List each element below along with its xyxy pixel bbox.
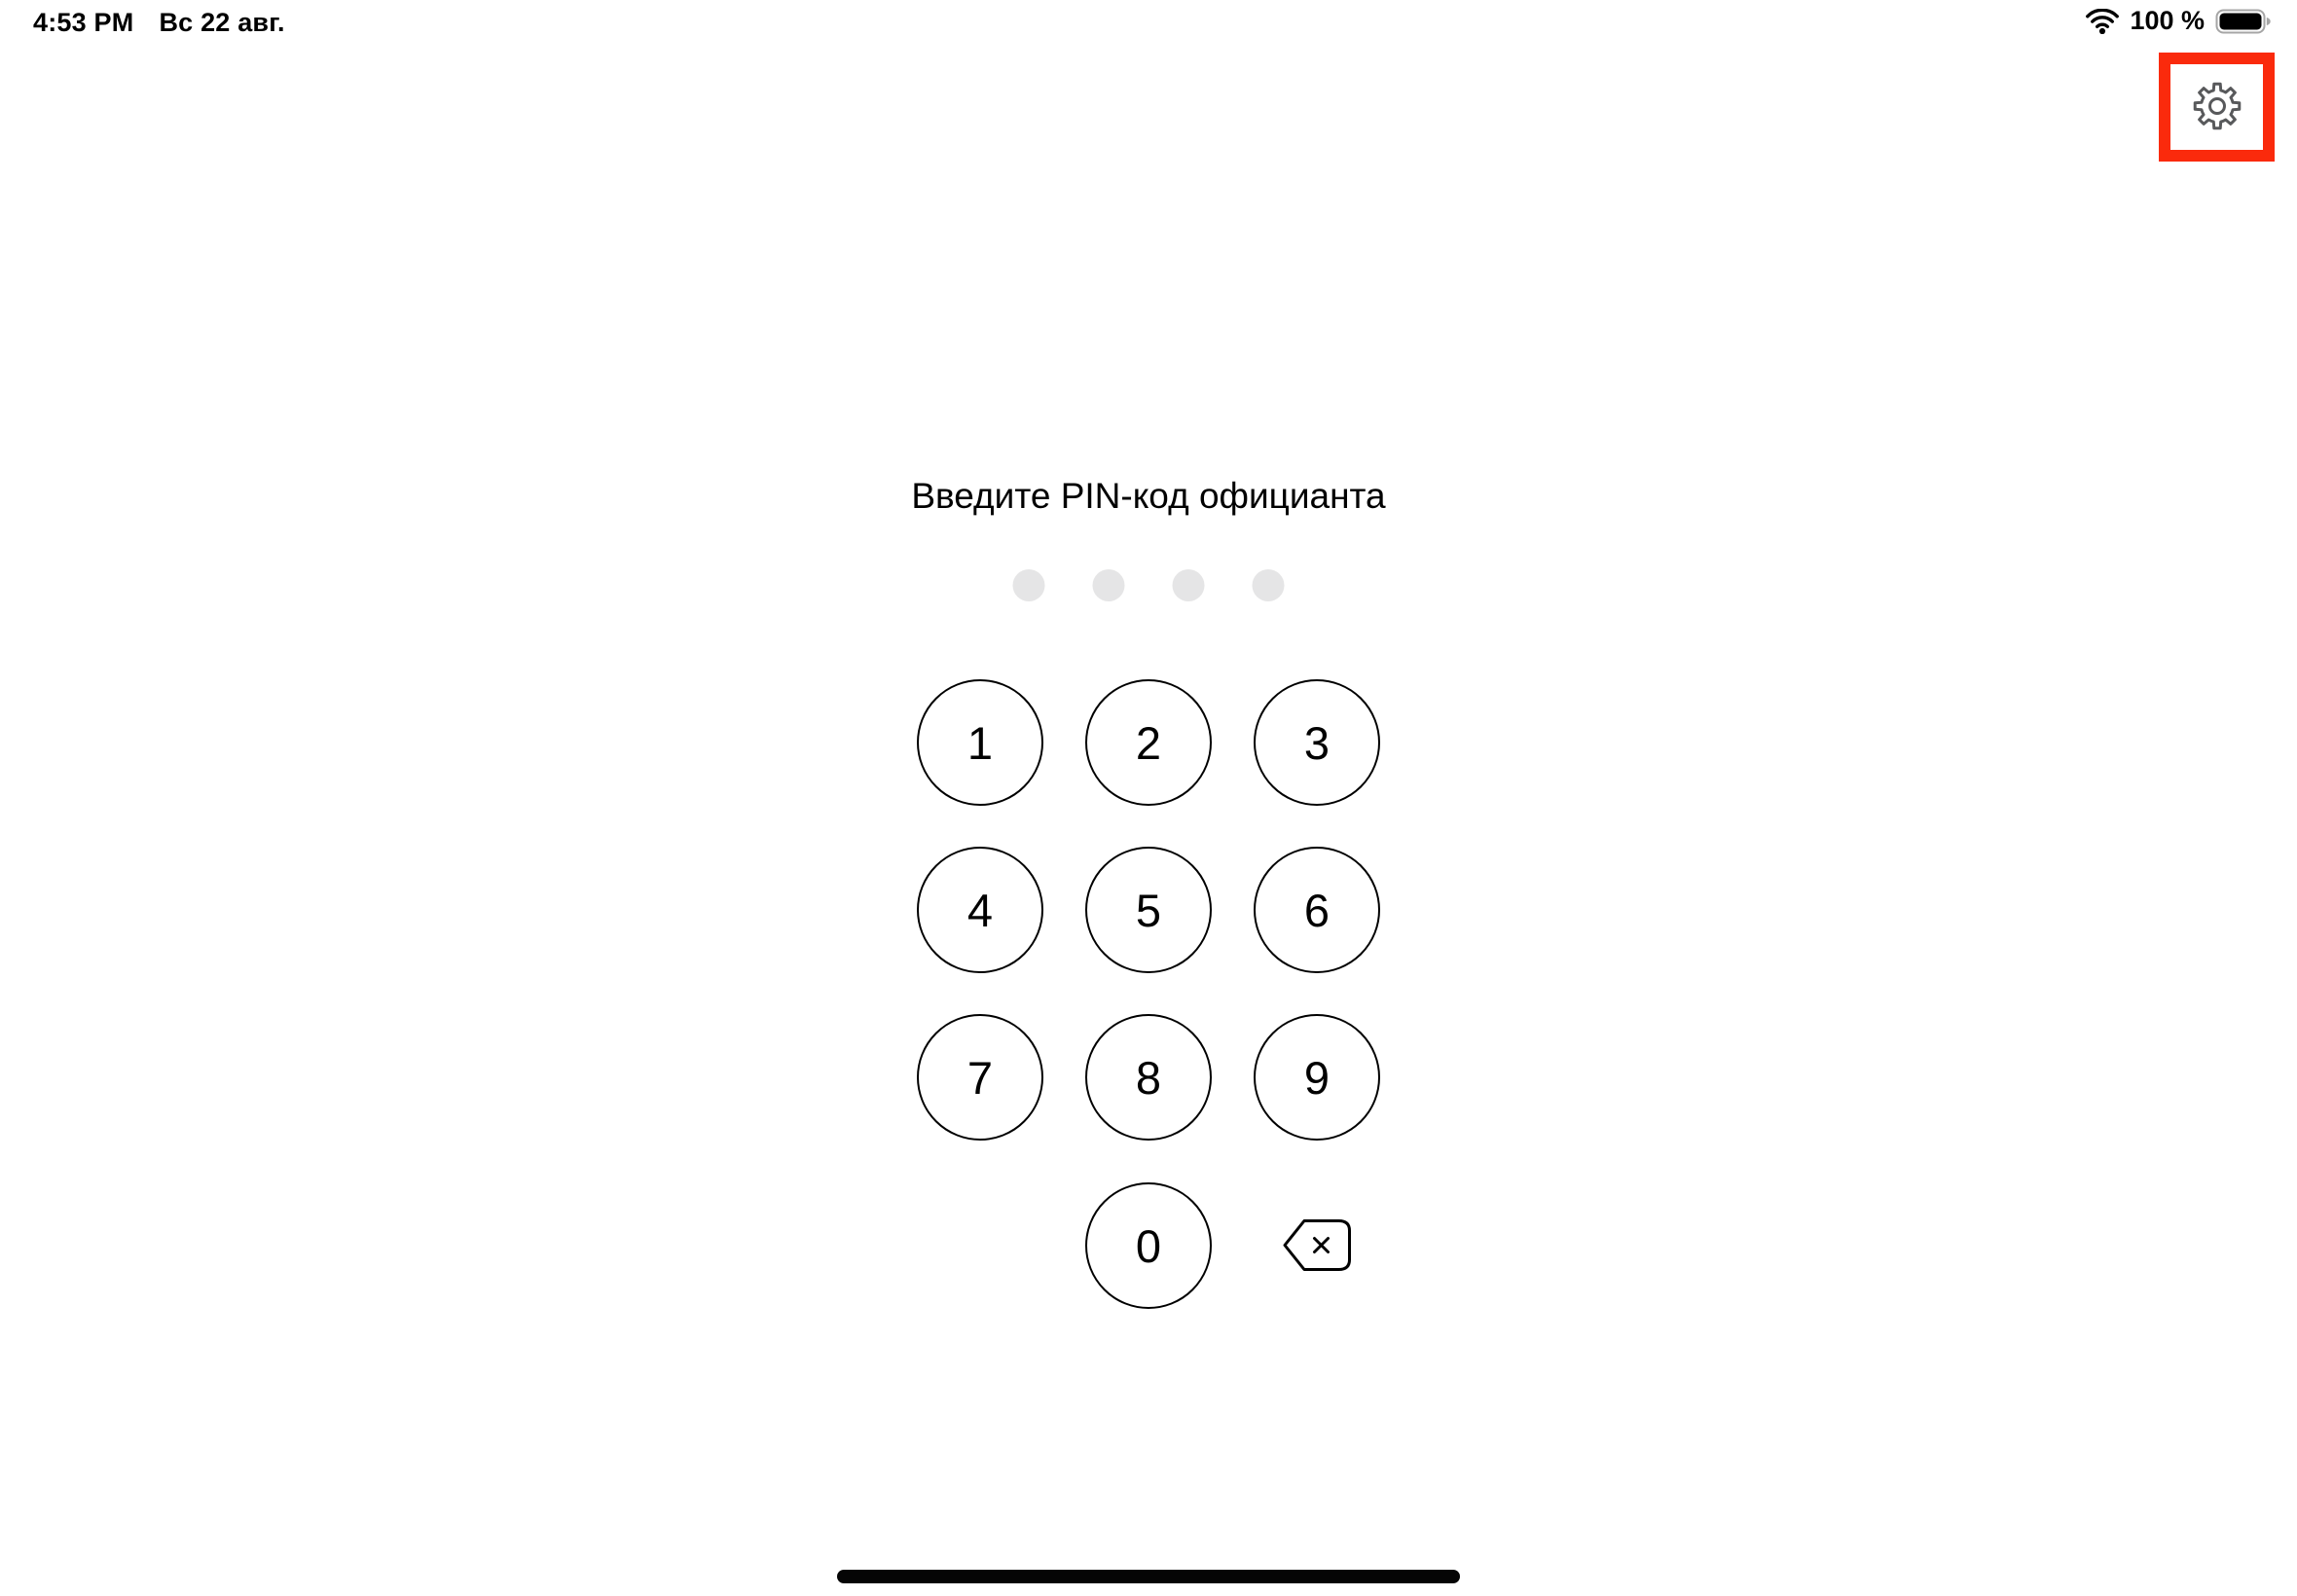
keypad — [917, 679, 1380, 1141]
wifi-icon — [2086, 9, 2119, 34]
backspace-button[interactable] — [1282, 1219, 1351, 1271]
pin-dot — [1093, 569, 1125, 601]
status-bar-left — [33, 8, 285, 38]
pin-title: Введите PIN-код официанта — [911, 476, 1386, 516]
delete-left-icon — [1282, 1219, 1351, 1271]
key-4[interactable]: 4 — [917, 847, 1043, 973]
key-7[interactable]: 7 — [917, 1014, 1043, 1141]
pin-dots-indicator — [1013, 569, 1285, 601]
pin-dot — [1013, 569, 1045, 601]
status-bar-right — [2086, 6, 2271, 36]
key-8[interactable]: 8 — [1085, 1014, 1212, 1141]
key-3[interactable]: 3 — [1254, 679, 1380, 806]
date-text: Вс 22 авг. — [159, 8, 285, 37]
battery-percentage: 100 % — [2130, 6, 2205, 35]
key-9[interactable]: 9 — [1254, 1014, 1380, 1141]
key-0[interactable]: 0 — [1085, 1182, 1212, 1309]
pin-dot — [1173, 569, 1205, 601]
key-5[interactable]: 5 — [1085, 847, 1212, 973]
pin-dot — [1253, 569, 1285, 601]
settings-button[interactable] — [2188, 78, 2246, 136]
settings-highlight-box — [2159, 53, 2275, 162]
key-1[interactable]: 1 — [917, 679, 1043, 806]
key-2[interactable]: 2 — [1085, 679, 1212, 806]
home-indicator[interactable] — [837, 1570, 1460, 1583]
gear-icon — [2193, 82, 2242, 133]
clock-text: 4:53 PM — [33, 8, 134, 37]
battery-full-icon — [2215, 9, 2271, 34]
key-6[interactable]: 6 — [1254, 847, 1380, 973]
